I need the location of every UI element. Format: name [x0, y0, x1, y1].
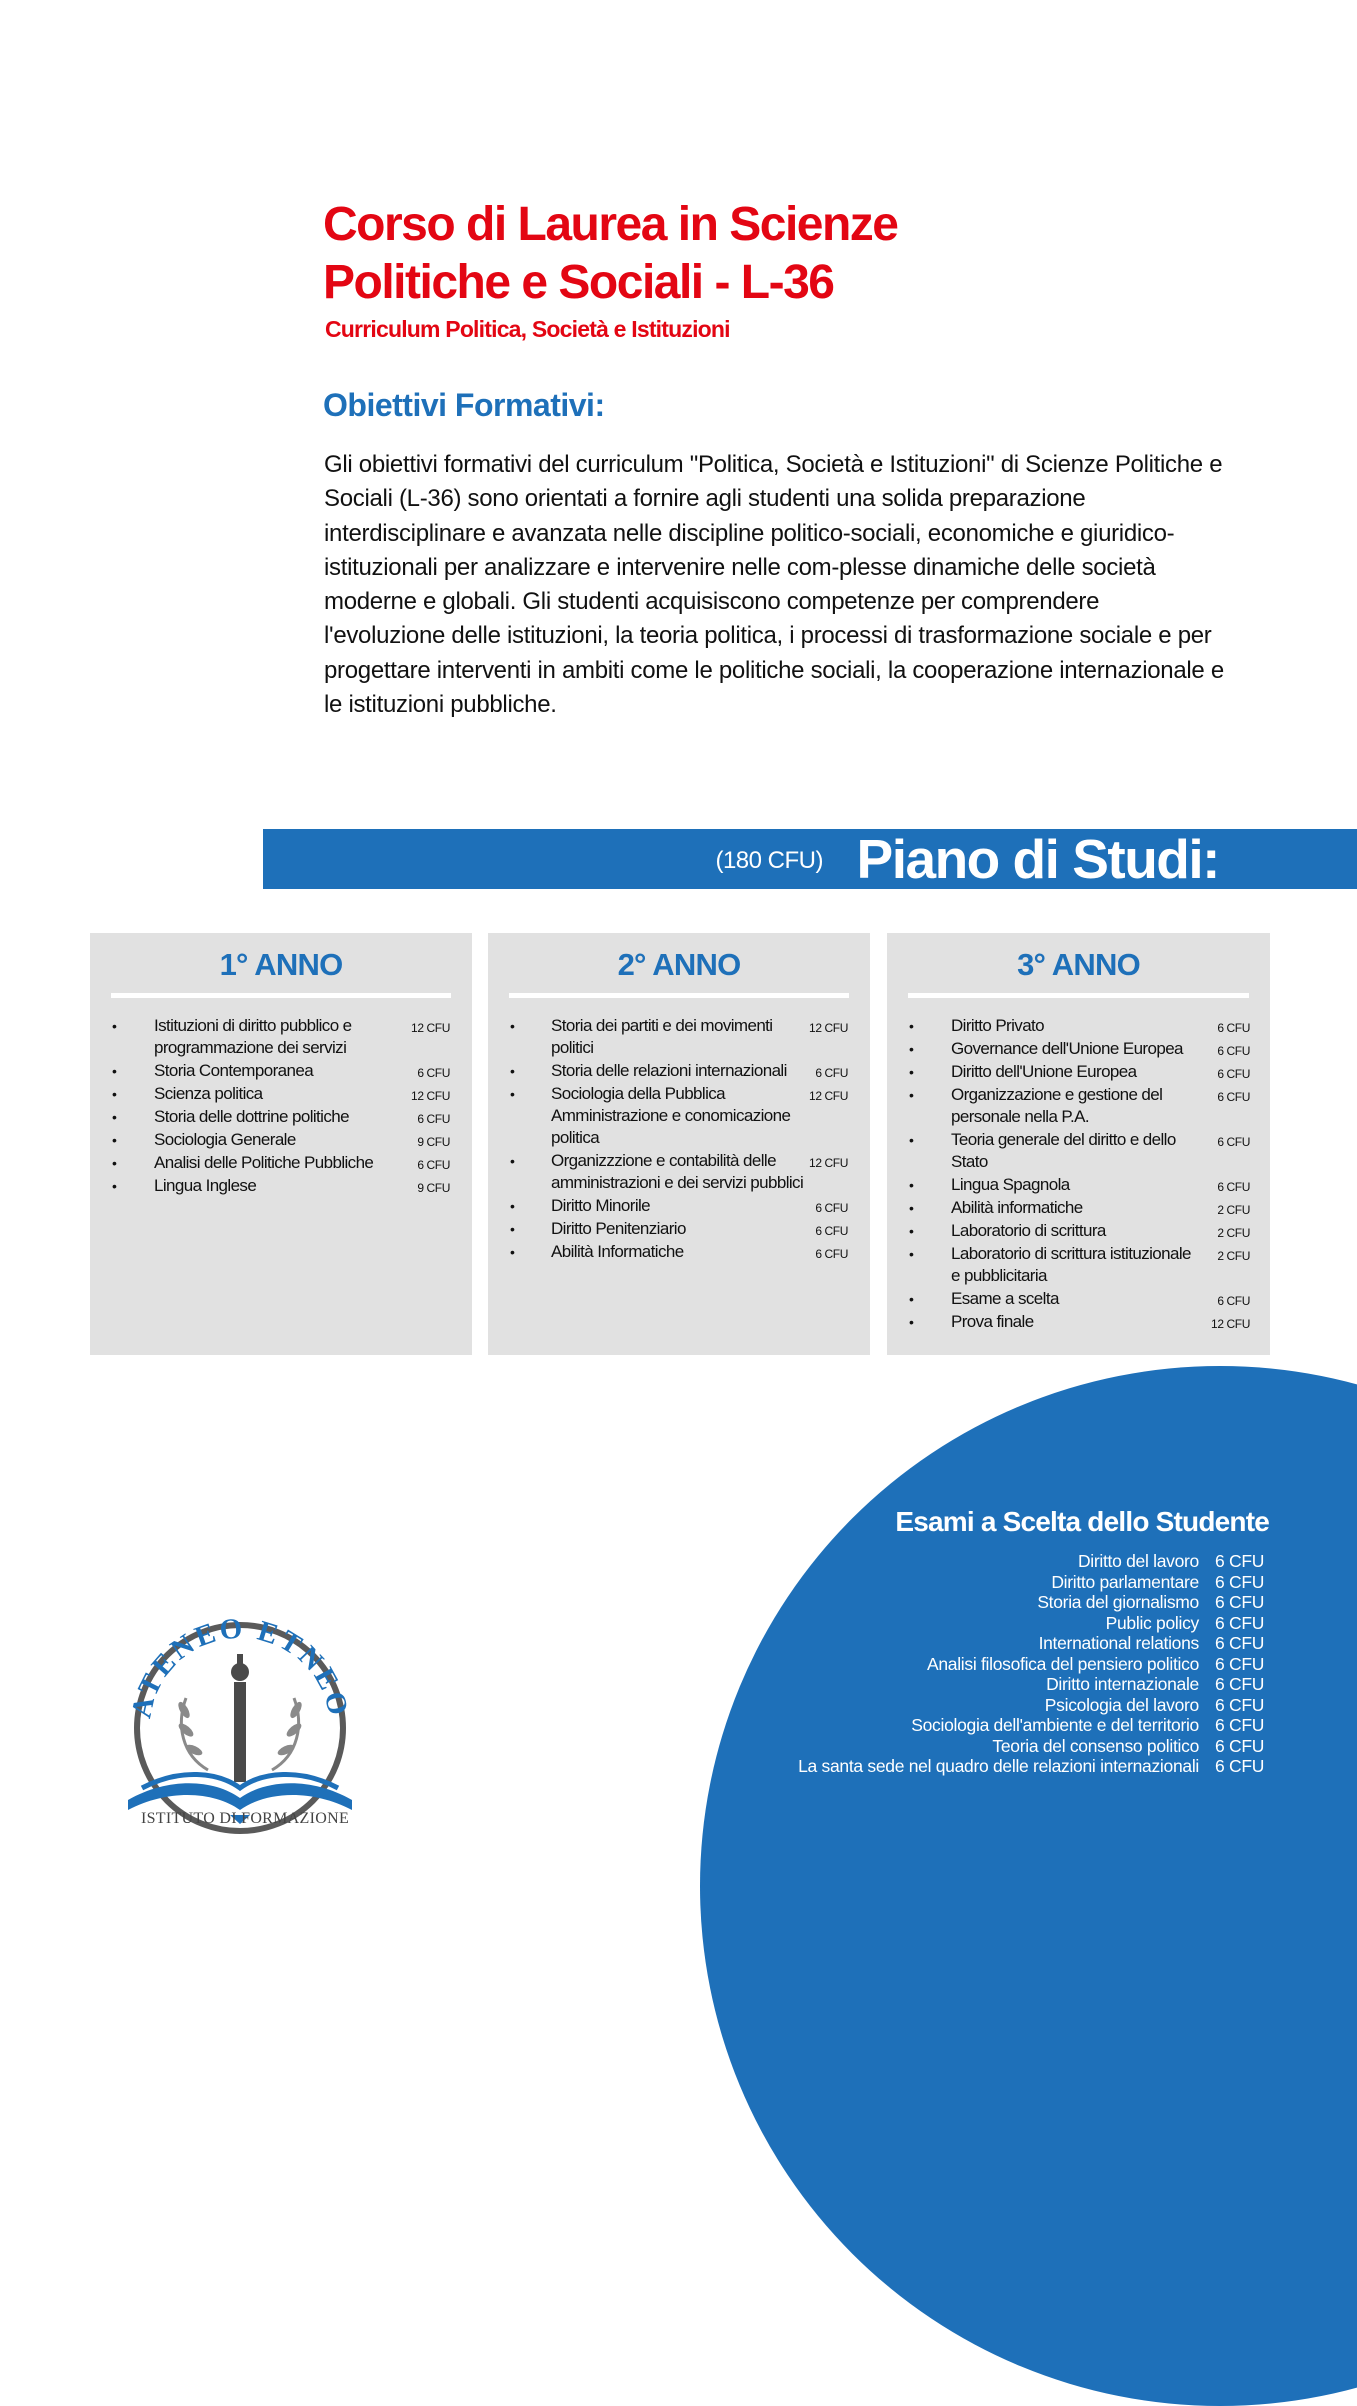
year-2-course-list [488, 1015, 870, 1264]
course-item [488, 1218, 870, 1241]
course-cfu: 6 CFU [417, 1112, 450, 1126]
course-name: Storia delle dottrine politiche [154, 1107, 349, 1126]
page-title [323, 196, 1123, 312]
bullet-icon: • [510, 1153, 515, 1169]
elective-cfu: 6 CFU [1215, 1612, 1265, 1633]
course-item [90, 1083, 472, 1106]
course-cfu: 6 CFU [1217, 1021, 1250, 1035]
course-name: Abilità Informatiche [551, 1242, 684, 1261]
year-2-title: 2° ANNO [617, 947, 741, 982]
course-cfu: 9 CFU [417, 1135, 450, 1149]
bullet-icon: • [510, 1063, 515, 1079]
elective-cfu: 6 CFU [1215, 1715, 1265, 1735]
bullet-icon: • [909, 1087, 914, 1103]
course-cfu: 12 CFU [411, 1021, 450, 1035]
course-item [90, 1060, 472, 1083]
elective-name: Sociologia dell'ambiente e del territorio [911, 1715, 1199, 1735]
course-name: Organizzazione e gestione del personale nella P.A. [951, 1085, 1163, 1126]
course-cfu: 6 CFU [417, 1066, 450, 1080]
elective-item [798, 1674, 1269, 1695]
course-item [887, 1311, 1270, 1334]
elective-cfu: 6 CFU [1215, 1674, 1265, 1694]
course-item [90, 1175, 472, 1198]
course-cfu: 6 CFU [1217, 1135, 1250, 1149]
year-3-divider [908, 993, 1249, 998]
objectives-text: Gli obiettivi formativi del curriculum "Politica, Società e Istituzioni" di Scienze Politiche e Sociali (L-36) sono orientati a fornire agli studenti una solida preparazione interdisciplinare e avanzata nelle discipline politico-sociali, economiche e giuridico-istituzionali per analizzare e intervenire nelle com-plesse dinamiche delle società moderne e globali. Gli studenti acquisiscono competenze per comprendere l'evoluzione delle istituzioni, la teoria politica, i processi di trasformazione sociale e per progettare interventi in ambiti come le politiche sociali, la cooperazione internazionale e le istituzioni pubbliche. [324, 451, 1224, 719]
elective-item [798, 1736, 1269, 1757]
course-item [90, 1015, 472, 1060]
bullet-icon: • [112, 1132, 117, 1148]
course-name: Sociologia Generale [154, 1130, 296, 1149]
elective-cfu: 6 CFU [1215, 1571, 1265, 1592]
objectives-heading: Obiettivi Formativi: [323, 387, 605, 423]
elective-cfu: 6 CFU [1215, 1653, 1265, 1674]
year-3-title: 3° ANNO [1017, 947, 1140, 982]
bullet-icon: • [510, 1018, 515, 1034]
elective-name: Diritto del lavoro [1077, 1551, 1199, 1571]
course-name: Diritto Minorile [551, 1196, 651, 1215]
bullet-icon: • [909, 1064, 914, 1080]
course-name: Laboratorio di scrittura istituzionale e pubblicitaria [951, 1244, 1191, 1285]
bullet-icon: • [510, 1086, 515, 1102]
course-item [488, 1015, 870, 1060]
elective-cfu: 6 CFU [1215, 1756, 1265, 1776]
year-1-course-list [90, 1015, 472, 1198]
course-item [887, 1220, 1270, 1243]
course-cfu: 2 CFU [1217, 1249, 1250, 1263]
course-name: Prova finale [951, 1312, 1034, 1331]
bullet-icon: • [909, 1291, 914, 1307]
course-cfu: 12 CFU [1211, 1317, 1250, 1331]
course-cfu: 12 CFU [809, 1156, 848, 1170]
elective-item [798, 1551, 1269, 1572]
elective-item [798, 1695, 1269, 1716]
electives-title: Esami a Scelta dello Studente [895, 1506, 1269, 1537]
course-name: Lingua Inglese [154, 1176, 257, 1195]
course-name: Storia dei partiti e dei movimenti politici [551, 1016, 773, 1057]
course-cfu: 6 CFU [1217, 1044, 1250, 1058]
year-2-panel [488, 933, 870, 1355]
course-item [488, 1083, 870, 1150]
bullet-icon: • [112, 1155, 117, 1171]
course-name: Analisi delle Politiche Pubbliche [154, 1153, 374, 1172]
bullet-icon: • [112, 1178, 117, 1194]
course-name: Organizzzione e contabilità delle amministrazioni e dei servizi pubblici [551, 1151, 804, 1192]
bullet-icon: • [112, 1086, 117, 1102]
torch-icon [231, 1654, 249, 1782]
course-item [887, 1288, 1270, 1311]
course-cfu: 6 CFU [815, 1201, 848, 1215]
elective-name: International relations [1038, 1633, 1199, 1653]
bullet-icon: • [510, 1221, 515, 1237]
bullet-icon: • [909, 1041, 914, 1057]
elective-cfu: 6 CFU [1215, 1592, 1265, 1612]
course-item [488, 1060, 870, 1083]
course-cfu: 6 CFU [1217, 1090, 1250, 1104]
elective-cfu: 6 CFU [1215, 1633, 1265, 1653]
course-cfu: 6 CFU [417, 1158, 450, 1172]
course-name: Esame a scelta [951, 1289, 1059, 1308]
course-name: Istituzioni di diritto pubblico e programmazione dei servizi [154, 1016, 352, 1057]
bullet-icon: • [909, 1314, 914, 1330]
year-2-divider [509, 993, 849, 998]
course-item [887, 1243, 1270, 1288]
course-item [887, 1084, 1270, 1129]
course-name: Scienza politica [154, 1084, 263, 1103]
title-line-2: Politiche e Sociali - L-36 [323, 256, 834, 309]
bullet-icon: • [112, 1109, 117, 1125]
year-3-panel [887, 933, 1270, 1355]
elective-item [798, 1613, 1269, 1634]
course-item [488, 1150, 870, 1195]
course-cfu: 12 CFU [809, 1021, 848, 1035]
course-item [887, 1015, 1270, 1038]
year-1-divider [111, 993, 451, 998]
course-cfu: 2 CFU [1217, 1203, 1250, 1217]
year-1-title: 1° ANNO [219, 947, 343, 982]
elective-name: Storia del giornalismo [1037, 1592, 1199, 1612]
bullet-icon: • [909, 1200, 914, 1216]
course-item [887, 1174, 1270, 1197]
course-name: Sociologia della Pubblica Amministrazione e conomicazione politica [551, 1084, 791, 1147]
course-name: Diritto dell'Unione Europea [951, 1062, 1137, 1081]
curriculum-subtitle: Curriculum Politica, Società e Istituzioni [325, 316, 730, 342]
course-cfu: 12 CFU [809, 1089, 848, 1103]
course-name: Teoria generale del diritto e dello Stato [951, 1130, 1176, 1171]
course-name: Diritto Penitenziario [551, 1219, 686, 1238]
elective-name: La santa sede nel quadro delle relazioni internazionali [798, 1756, 1199, 1776]
year-1-panel [90, 933, 472, 1355]
elective-name: Psicologia del lavoro [1044, 1694, 1199, 1715]
bullet-icon: • [909, 1132, 914, 1148]
course-cfu: 6 CFU [815, 1247, 848, 1261]
course-item [887, 1197, 1270, 1220]
course-cfu: 6 CFU [1217, 1294, 1250, 1308]
course-name: Abilità informatiche [951, 1198, 1083, 1217]
course-cfu: 6 CFU [815, 1224, 848, 1238]
course-item [887, 1129, 1270, 1174]
course-cfu: 6 CFU [1217, 1180, 1250, 1194]
course-name: Storia Contemporanea [154, 1061, 314, 1080]
course-name: Diritto Privato [951, 1016, 1045, 1035]
logo-text: ATENEO ETNEO [125, 1612, 355, 1721]
study-plan-total-cfu: (180 CFU) [715, 847, 823, 874]
course-item [90, 1152, 472, 1175]
bullet-icon: • [909, 1223, 914, 1239]
bullet-icon: • [909, 1177, 914, 1193]
electives-list [798, 1551, 1269, 1777]
elective-item [798, 1715, 1269, 1736]
course-item [887, 1038, 1270, 1061]
bullet-icon: • [510, 1198, 515, 1214]
elective-item [798, 1756, 1269, 1777]
course-cfu: 12 CFU [411, 1089, 450, 1103]
course-name: Laboratorio di scrittura [951, 1221, 1106, 1240]
bullet-icon: • [112, 1063, 117, 1079]
study-plan-title: Piano di Studi: [856, 828, 1219, 890]
course-name: Lingua Spagnola [951, 1175, 1070, 1194]
elective-item [798, 1572, 1269, 1593]
logo-caption: ISTITUTO DI FORMAZIONE [140, 1810, 350, 1827]
course-cfu: 2 CFU [1217, 1226, 1250, 1240]
title-line-1: Corso di Laurea in Scienze [323, 198, 898, 251]
course-cfu: 6 CFU [1217, 1067, 1250, 1081]
elective-cfu: 6 CFU [1215, 1735, 1265, 1756]
elective-name: Teoria del consenso politico [992, 1735, 1199, 1756]
elective-cfu: 6 CFU [1215, 1694, 1265, 1715]
elective-item [798, 1654, 1269, 1675]
year-3-course-list [887, 1015, 1270, 1334]
bullet-icon: • [909, 1246, 914, 1262]
course-name: Governance dell'Unione Europea [951, 1039, 1183, 1058]
course-cfu: 6 CFU [815, 1066, 848, 1080]
elective-name: Public policy [1105, 1612, 1199, 1633]
elective-cfu: 6 CFU [1215, 1551, 1265, 1571]
elective-name: Diritto parlamentare [1051, 1571, 1199, 1592]
course-item [90, 1129, 472, 1152]
ateneo-etneo-logo [120, 1610, 360, 1840]
course-item [488, 1195, 870, 1218]
course-cfu: 9 CFU [417, 1181, 450, 1195]
course-item [90, 1106, 472, 1129]
elective-name: Analisi filosofica del pensiero politico [926, 1653, 1199, 1674]
bullet-icon: • [510, 1244, 515, 1260]
elective-item [798, 1592, 1269, 1613]
course-name: Storia delle relazioni internazionali [551, 1061, 787, 1080]
study-plan-banner [263, 829, 1357, 889]
bullet-icon: • [909, 1018, 914, 1034]
course-item [887, 1061, 1270, 1084]
elective-item [798, 1633, 1269, 1654]
course-item [488, 1241, 870, 1264]
bullet-icon: • [112, 1018, 117, 1034]
elective-name: Diritto internazionale [1046, 1674, 1199, 1694]
